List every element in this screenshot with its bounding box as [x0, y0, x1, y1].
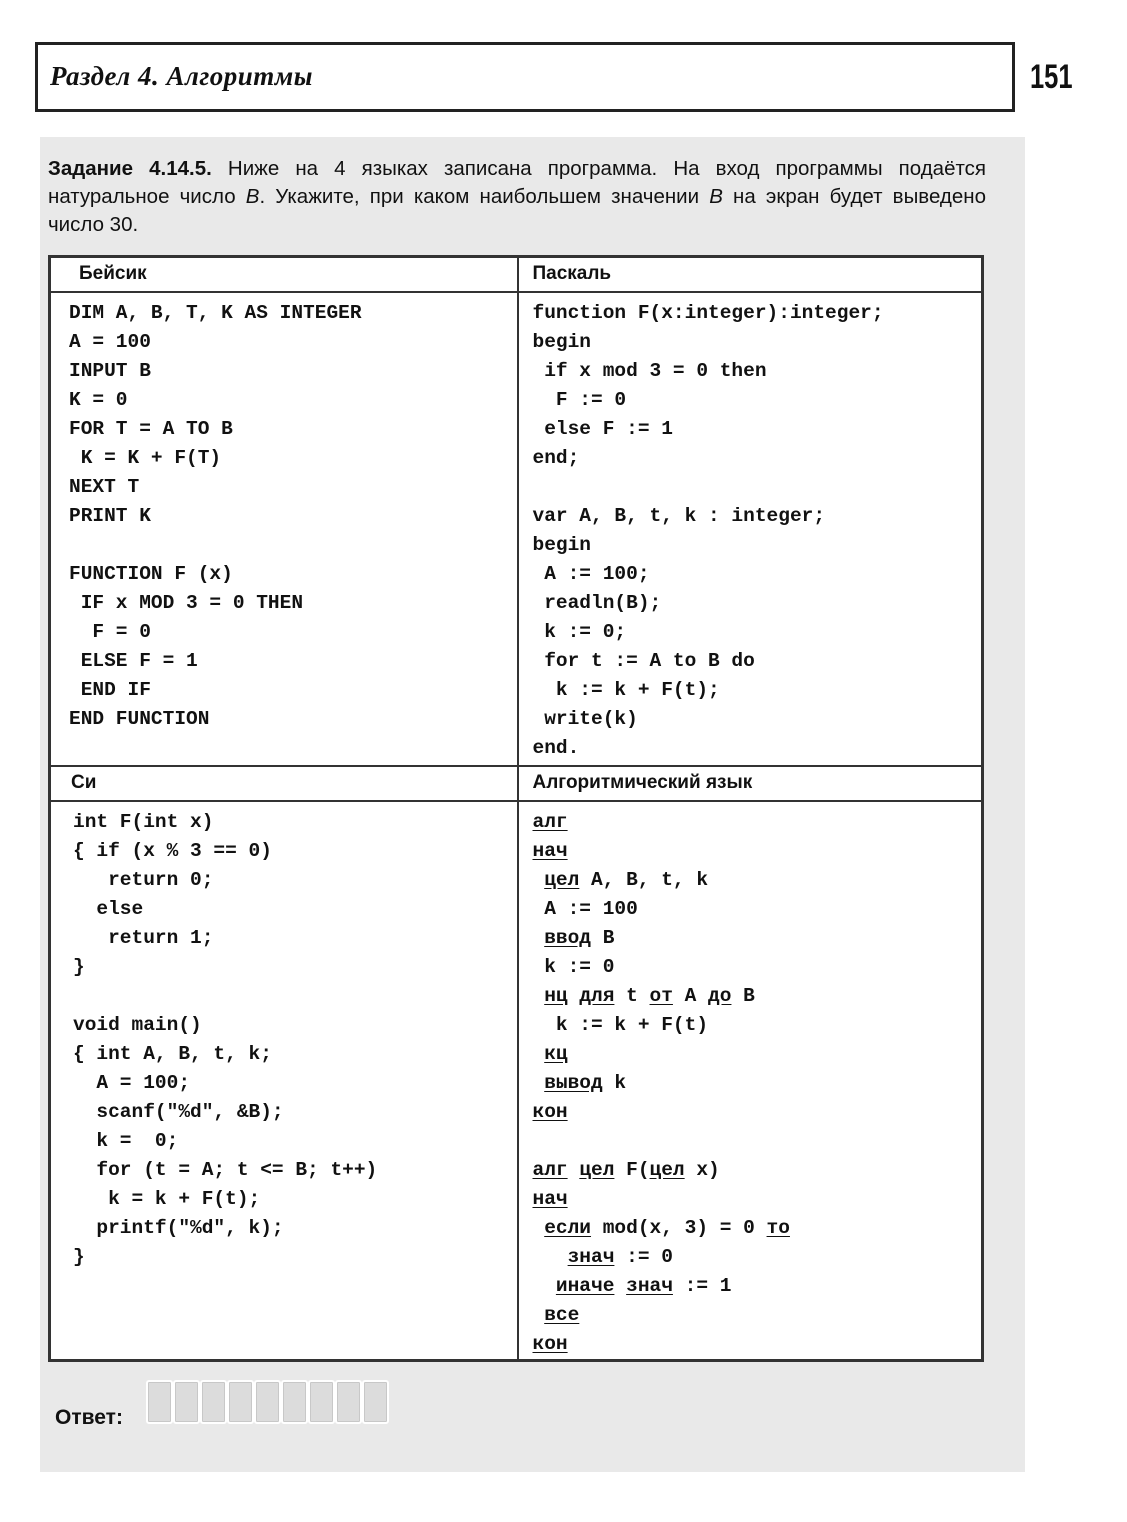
- algo-text: [568, 1159, 580, 1181]
- algo-keyword: ввод: [544, 926, 592, 949]
- algo-text: [533, 1275, 556, 1297]
- task-var-b-1: B: [245, 185, 260, 208]
- answer-cell[interactable]: [227, 1380, 254, 1424]
- algo-text: B: [731, 984, 755, 1007]
- answer-label: Ответ:: [55, 1406, 123, 1429]
- answer-cell[interactable]: [200, 1380, 227, 1424]
- algo-keyword: цел: [649, 1158, 685, 1181]
- header-algo: Алгоритмический язык: [518, 766, 983, 801]
- answer-cell[interactable]: [281, 1380, 308, 1424]
- algo-keyword: знач: [567, 1245, 615, 1268]
- answer-input[interactable]: [146, 1380, 389, 1424]
- algo-text: mod(x, 3) = 0: [591, 1216, 767, 1239]
- algo-text: B: [591, 926, 615, 949]
- algo-text: [533, 1246, 568, 1268]
- header-basic: Бейсик: [50, 257, 518, 292]
- algo-text: := 0: [614, 1245, 673, 1268]
- cell-basic: [50, 292, 518, 766]
- algo-keyword: цел: [544, 868, 580, 891]
- code-basic: DIM A, B, T, K AS INTEGER A = 100 INPUT B K = 0 FOR T = A TO B K = K + F(T) NEXT T PRINT K FUNCTION F (x) IF x MOD 3 = 0 THEN F = 0 ELSE F = 1 END IF END FUNCTION: [69, 301, 362, 730]
- answer-cell[interactable]: [254, 1380, 281, 1424]
- header-pascal: Паскаль: [518, 257, 983, 292]
- answer-cell[interactable]: [362, 1380, 389, 1424]
- algo-text: A := 100: [532, 897, 638, 920]
- algo-text: [533, 985, 545, 1007]
- task-var-b-2: B: [709, 185, 723, 208]
- algo-text: x): [684, 1158, 720, 1181]
- cell-pascal: [518, 292, 983, 766]
- algo-keyword: от: [649, 984, 673, 1007]
- answer-cell[interactable]: [146, 1380, 173, 1424]
- algo-keyword: алг: [532, 810, 568, 833]
- answer-cell[interactable]: [308, 1380, 335, 1424]
- algo-text: k := k + F(t): [532, 1013, 709, 1036]
- task-text-2: . Укажите, при каком наибольшем значении: [259, 185, 710, 208]
- code-c: int F(int x) { if (x % 3 == 0) return 0; else return 1; } void main() { int A, B, t, k; A = 100; scanf("%d", &B); k = 0; for (t = A; t <= B; t++) k = k + F(t); printf("%d", k); }: [73, 810, 378, 1268]
- algo-text: := 1: [672, 1274, 732, 1297]
- header-c: Си: [50, 766, 518, 801]
- algo-keyword: цел: [579, 1158, 615, 1181]
- algo-keyword: нач: [532, 1187, 568, 1210]
- algo-text: [533, 1304, 545, 1326]
- task-label: Задание 4.14.5.: [48, 157, 212, 180]
- algo-keyword: иначе: [555, 1274, 615, 1297]
- algo-text: [533, 927, 545, 949]
- algo-text: A, B, t, k: [579, 868, 709, 891]
- algo-text: [533, 1217, 545, 1239]
- algo-text: A: [672, 984, 709, 1007]
- algo-keyword: до: [708, 984, 732, 1007]
- algo-text: [533, 869, 545, 891]
- algo-keyword: нач: [532, 839, 568, 862]
- algo-text: [533, 1043, 545, 1065]
- algo-keyword: для: [579, 984, 615, 1007]
- algo-keyword: знач: [626, 1274, 673, 1297]
- program-table: [48, 255, 984, 1362]
- algo-text: [533, 1072, 545, 1094]
- algo-text: k: [602, 1071, 627, 1094]
- algo-keyword: нц: [544, 984, 568, 1007]
- algo-keyword: то: [766, 1216, 790, 1239]
- algo-keyword: кц: [544, 1042, 568, 1065]
- answer-cell[interactable]: [173, 1380, 200, 1424]
- algo-keyword: кон: [532, 1100, 568, 1123]
- algo-keyword: кон: [532, 1332, 568, 1355]
- algo-text: t: [614, 984, 650, 1007]
- answer-cell[interactable]: [335, 1380, 362, 1424]
- code-algo: [519, 802, 982, 1359]
- section-title: Раздел 4. Алгоритмы: [50, 61, 314, 91]
- page-number: 151: [1030, 58, 1073, 96]
- algo-keyword: алг: [532, 1158, 568, 1181]
- task-text-3: на экран будет выведено число 30.: [48, 185, 986, 236]
- algo-keyword: если: [544, 1216, 592, 1239]
- cell-c: [50, 801, 518, 1361]
- task-text-1: Ниже на 4 языках записана программа. На вход программы подаётся натуральное число: [48, 157, 986, 208]
- code-pascal: function F(x:integer):integer; begin if x mod 3 = 0 then F := 0 else F := 1 end; var A, B, t, k : integer; begin A := 100; readln(B); k := 0; for t := A to B do k := k + F(t); write(k) end.: [532, 301, 884, 759]
- algo-keyword: вывод: [544, 1071, 603, 1094]
- algo-text: k := 0: [532, 955, 615, 978]
- section-header: [35, 42, 1015, 112]
- task-statement: [48, 155, 986, 239]
- algo-keyword: все: [544, 1303, 580, 1326]
- algo-text: [568, 985, 580, 1007]
- algo-text: [614, 1275, 626, 1297]
- cell-algo: [518, 801, 983, 1361]
- algo-text: F(: [614, 1158, 650, 1181]
